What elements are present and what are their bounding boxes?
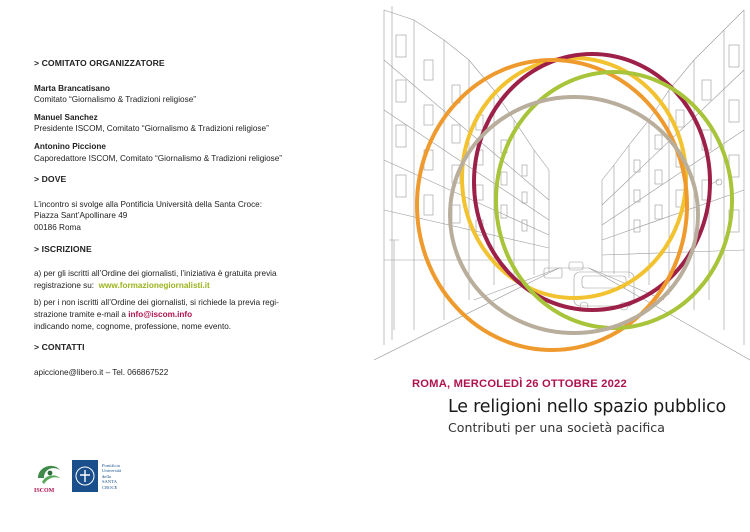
registration-option-a <box>34 268 354 291</box>
registration-b-text: b) per i non iscritti all’Ordine dei giornalisti, si richiede la previa regi- <box>34 298 279 308</box>
section-heading-iscrizione: > ISCRIZIONE <box>34 243 92 254</box>
registration-b-note: indicando nome, cognome, professione, nome evento. <box>34 321 232 331</box>
event-title: Le religioni nello spazio pubblico <box>448 397 727 417</box>
registration-link[interactable]: www.formazionegiornalisti.it <box>98 280 210 290</box>
member-name: Manuel Sanchez <box>34 112 98 122</box>
section-heading-contatti: > CONTATTI <box>34 342 85 353</box>
member-role: Comitato “Giornalismo & Tradizioni religiose” <box>34 95 196 105</box>
committee-member <box>34 112 354 135</box>
registration-b-prefix: strazione tramite e-mail a <box>34 309 126 319</box>
venue-street: Piazza Sant’Apollinare 49 <box>34 211 128 221</box>
info-column <box>34 58 354 384</box>
santa-croce-seal-icon <box>72 460 98 492</box>
member-role: Caporedattore ISCOM, Comitato “Giornalismo & Tradizioni religiose” <box>34 153 282 163</box>
event-subtitle: Contributi per una società pacifica <box>448 420 665 435</box>
committee-member <box>34 83 354 106</box>
registration-option-b <box>34 297 354 332</box>
member-name: Antonino Piccione <box>34 141 106 151</box>
registration-a-prefix: registrazione su: <box>34 280 95 290</box>
street-illustration <box>374 0 750 370</box>
venue-address <box>34 199 354 234</box>
registration-a-line2 <box>34 280 354 292</box>
iscom-logo-text: ISCOM <box>34 488 55 494</box>
santa-croce-text <box>102 463 121 490</box>
event-date: ROMA, MERCOLEDÌ 26 OTTOBRE 2022 <box>412 378 627 390</box>
section-heading-dove: > DOVE <box>34 174 67 185</box>
registration-email[interactable]: info@iscom.info <box>128 309 193 319</box>
registration-a-text: a) per gli iscritti all’Ordine dei giornalisti, l’iniziativa è gratuita previa <box>34 269 277 279</box>
contact-line: apiccione@libero.it – Tel. 066867522 <box>34 367 169 377</box>
psc-line: Pontificia <box>102 463 120 468</box>
venue-city: 00186 Roma <box>34 222 81 232</box>
psc-line: SANTA <box>102 479 117 485</box>
member-name: Marta Brancatisano <box>34 83 110 93</box>
iscom-emblem-icon <box>32 458 66 488</box>
santa-croce-logo <box>72 460 142 494</box>
section-heading-comitato: > COMITATO ORGANIZZATORE <box>34 58 165 68</box>
psc-line: Università <box>102 468 122 474</box>
cover-panel <box>374 0 750 532</box>
committee-member <box>34 141 354 164</box>
venue-line: L’incontro si svolge alla Pontificia Università della Santa Croce: <box>34 199 263 209</box>
member-role: Presidente ISCOM, Comitato “Giornalismo & Tradizioni religiose” <box>34 124 269 134</box>
iscom-logo <box>32 458 66 498</box>
psc-line: CROCE <box>102 484 118 490</box>
registration-b-line2 <box>34 309 354 321</box>
psc-line: della <box>102 473 111 479</box>
